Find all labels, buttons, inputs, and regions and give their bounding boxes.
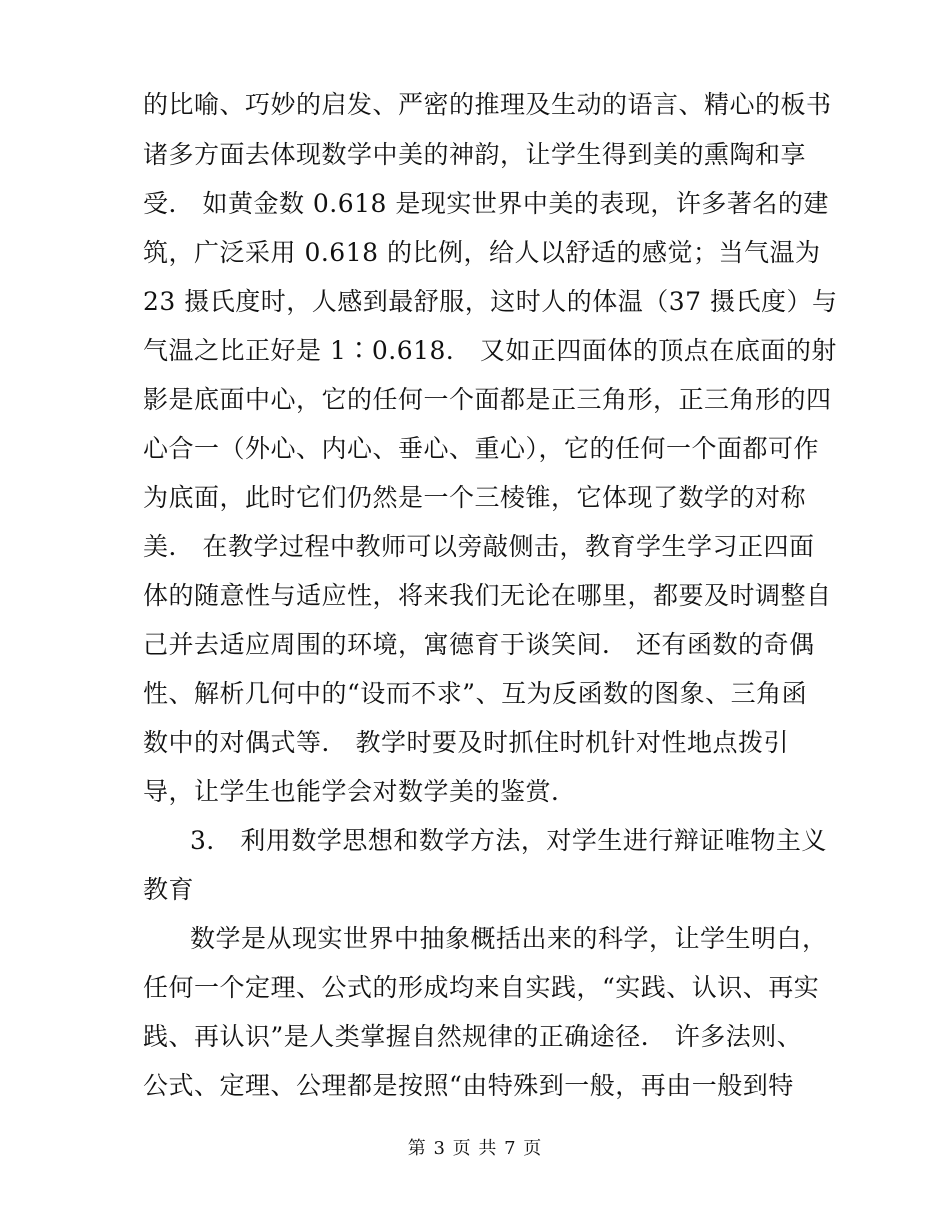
section-heading-line: 教育 xyxy=(143,875,195,904)
paragraph-line: 美． 在教学过程中教师可以旁敲侧击，教育学生学习正四面 xyxy=(143,532,815,561)
paragraph-line: 己并去适应周围的环境，寓德育于谈笑间． 还有函数的奇偶 xyxy=(143,630,815,659)
paragraph-line: 的比喻、巧妙的启发、严密的推理及生动的语言、精心的板书 xyxy=(143,90,832,119)
paragraph-line: 诸多方面去体现数学中美的神韵，让学生得到美的熏陶和享 xyxy=(143,140,807,169)
paragraph-line: 性、解析几何中的“设而不求”、互为反函数的图象、三角函 xyxy=(143,679,808,708)
paragraph-line: 气温之比正好是 1∶0.618． 又如正四面体的顶点在底面的射 xyxy=(143,336,837,365)
paragraph-line: 影是底面中心，它的任何一个面都是正三角形，正三角形的四 xyxy=(143,385,832,414)
paragraph-line: 践、再认识”是人类掌握自然规律的正确途径． 许多法则、 xyxy=(143,1022,803,1051)
paragraph-line: 数中的对偶式等． 教学时要及时抓住时机针对性地点拨引 xyxy=(143,728,789,757)
section-heading-line: 3． 利用数学思想和数学方法，对学生进行辩证唯物主义 xyxy=(190,826,827,855)
paragraph-line: 23 摄氏度时，人感到最舒服，这时人的体温（37 摄氏度）与 xyxy=(143,287,838,316)
paragraph-line: 数学是从现实世界中抽象概括出来的科学，让学生明白， xyxy=(190,924,828,953)
paragraph-line: 受． 如黄金数 0.618 是现实世界中美的表现，许多著名的建 xyxy=(143,189,829,218)
paragraph-line: 为底面，此时它们仍然是一个三棱锥，它体现了数学的对称 xyxy=(143,483,807,512)
paragraph-line: 导，让学生也能学会对数学美的鉴赏． xyxy=(143,777,577,806)
paragraph-line: 筑，广泛采用 0.618 的比例，给人以舒适的感觉；当气温为 xyxy=(143,238,821,267)
page-number-footer: 第 3 页 共 7 页 xyxy=(407,1138,543,1159)
paragraph-line: 任何一个定理、公式的形成均来自实践，“实践、认识、再实 xyxy=(143,973,820,1002)
paragraph-line: 心合一（外心、内心、垂心、重心），它的任何一个面都可作 xyxy=(143,434,820,463)
paragraph-line: 体的随意性与适应性，将来我们无论在哪里，都要及时调整自 xyxy=(143,581,832,610)
paragraph-line: 公式、定理、公理都是按照“由特殊到一般，再由一般到特 xyxy=(143,1071,794,1100)
